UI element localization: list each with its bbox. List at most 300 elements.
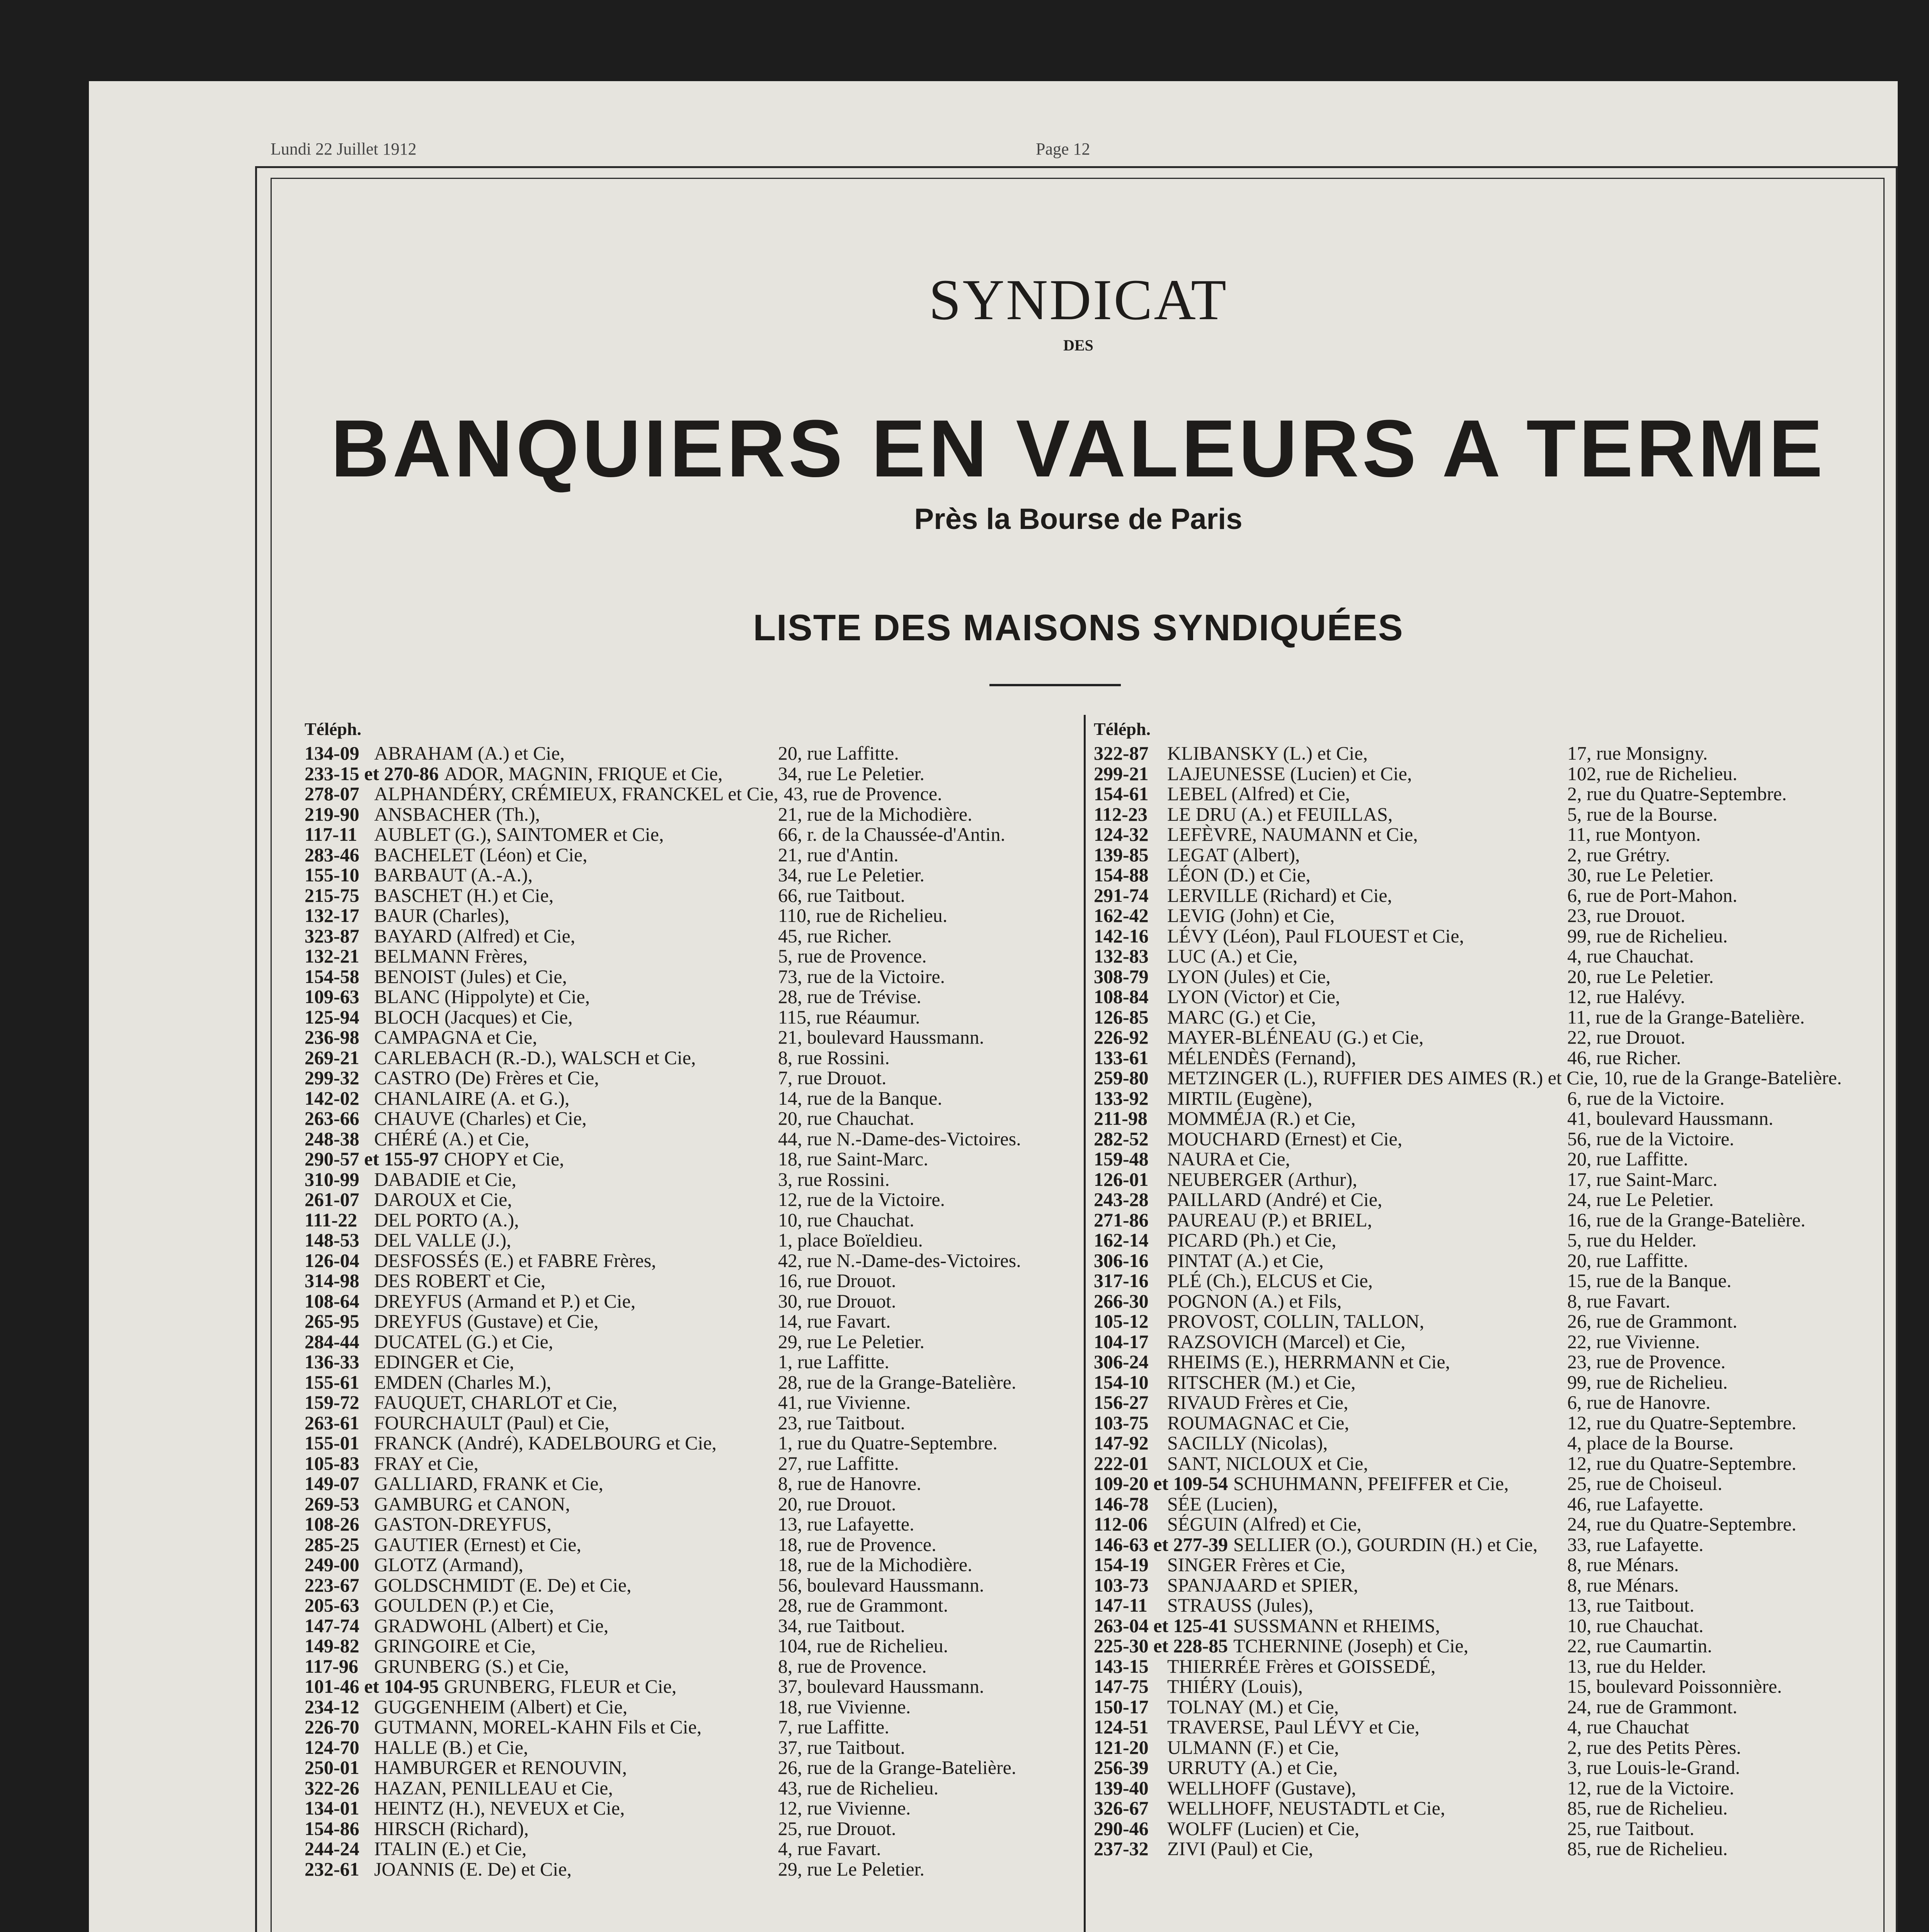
firm-address: 20, rue Chauchat. <box>778 1107 914 1129</box>
phone-number: 310-99 <box>305 1168 359 1190</box>
firm-name: LÉVY (Léon), Paul FLOUEST et Cie, <box>1167 925 1464 947</box>
list-item <box>1094 742 1875 762</box>
firm-address: 46, rue Lafayette. <box>1567 1493 1704 1515</box>
phone-number: 147-92 <box>1094 1432 1149 1454</box>
firm-name: BELMANN Frères, <box>374 945 528 967</box>
firm-name: TOLNAY (M.) et Cie, <box>1167 1696 1339 1718</box>
list-item <box>305 844 1078 864</box>
list-item <box>1094 1046 1875 1067</box>
phone-number: 269-21 <box>305 1046 359 1068</box>
list-item <box>1094 965 1875 986</box>
phone-number: 154-61 <box>1094 783 1149 804</box>
list-item <box>305 884 1078 905</box>
phone-number: 290-57 et 155-97 <box>305 1148 439 1170</box>
list-item <box>305 1574 1078 1594</box>
firm-address: 17, rue Saint-Marc. <box>1567 1168 1718 1190</box>
firm-name: DREYFUS (Armand et P.) et Cie, <box>374 1290 636 1312</box>
list-item <box>1094 1350 1875 1371</box>
list-item <box>305 1168 1078 1189</box>
firm-name: PINTAT (A.) et Cie, <box>1167 1249 1324 1271</box>
phone-number: 156-27 <box>1094 1391 1149 1413</box>
firm-name: GRADWOHL (Albert) et Cie, <box>374 1614 609 1636</box>
list-item <box>1094 1493 1875 1513</box>
list-item <box>305 904 1078 925</box>
firm-address: 18, rue de Provence. <box>778 1533 936 1555</box>
firm-address: 8, rue de Hanovre. <box>778 1473 921 1494</box>
firm-name: DAROUX et Cie, <box>374 1189 512 1210</box>
phone-number: 211-98 <box>1094 1107 1148 1129</box>
firm-address: 41, boulevard Haussmann. <box>1567 1107 1774 1129</box>
firm-address: 14, rue de la Banque. <box>778 1087 942 1109</box>
list-item <box>1094 945 1875 965</box>
phone-number: 111-22 <box>305 1209 358 1231</box>
phone-number: 326-67 <box>1094 1797 1149 1819</box>
firm-address: 3, rue Rossini. <box>778 1168 890 1190</box>
firm-address: 11, rue de la Grange-Batelière. <box>1567 1006 1805 1028</box>
firm-name: HAMBURGER et RENOUVIN, <box>374 1757 627 1778</box>
list-heading: LISTE DES MAISONS SYNDIQUÉES <box>753 607 1404 648</box>
phone-number: 249-00 <box>305 1554 359 1575</box>
firm-name: THIERRÉE Frères et GOISSEDÉ, <box>1167 1655 1436 1677</box>
firm-address: 26, rue de la Grange-Batelière. <box>778 1757 1016 1778</box>
phone-number: 271-86 <box>1094 1209 1149 1231</box>
phone-number: 108-26 <box>305 1513 359 1535</box>
phone-number: 132-17 <box>305 905 359 926</box>
firm-address: 22, rue Vivienne. <box>1567 1330 1700 1352</box>
phone-number: 108-84 <box>1094 986 1149 1007</box>
firm-address: 43, rue de Richelieu. <box>778 1777 939 1799</box>
firm-name: LERVILLE (Richard) et Cie, <box>1167 884 1392 906</box>
firm-address: 28, rue de la Grange-Batelière. <box>778 1371 1016 1393</box>
firm-address: 2, rue des Petits Pères. <box>1567 1736 1741 1758</box>
firm-name: TRAVERSE, Paul LÉVY et Cie, <box>1167 1716 1420 1738</box>
list-item <box>1094 1614 1875 1635</box>
firm-address: 18, rue Saint-Marc. <box>778 1148 928 1170</box>
list-item <box>1094 1107 1875 1128</box>
firm-address: 5, rue du Helder. <box>1567 1229 1697 1251</box>
phone-number: 162-42 <box>1094 905 1149 926</box>
list-item <box>305 1493 1078 1513</box>
list-item <box>1094 1310 1875 1330</box>
firm-address: 34, rue Le Peletier. <box>778 762 925 784</box>
firm-address: 23, rue Drouot. <box>1567 905 1686 926</box>
firm-name: WOLFF (Lucien) et Cie, <box>1167 1817 1360 1839</box>
list-item <box>1094 762 1875 783</box>
subtitle-bourse: Près la Bourse de Paris <box>914 503 1243 536</box>
phone-number: 256-39 <box>1094 1757 1149 1778</box>
firm-address: 8, rue Ménars. <box>1567 1554 1679 1575</box>
list-item <box>305 925 1078 945</box>
list-item <box>1094 1736 1875 1757</box>
phone-number: 243-28 <box>1094 1189 1149 1210</box>
firm-address: 13, rue Lafayette. <box>778 1513 914 1535</box>
firm-name: DESFOSSÉS (E.) et FABRE Frères, <box>374 1249 656 1271</box>
firm-address: 25, rue Drouot. <box>778 1817 896 1839</box>
title-syndicat: SYNDICAT <box>929 268 1228 332</box>
list-item <box>1094 1290 1875 1310</box>
list-item <box>1094 1533 1875 1554</box>
firm-address: 7, rue Laffitte. <box>778 1716 889 1738</box>
firm-name: BASCHET (H.) et Cie, <box>374 884 554 906</box>
firm-name: RITSCHER (M.) et Cie, <box>1167 1371 1356 1393</box>
phone-number: 133-61 <box>1094 1046 1149 1068</box>
phone-number: 117-11 <box>305 823 358 845</box>
firm-address: 3, rue Louis-le-Grand. <box>1567 1757 1740 1778</box>
list-item <box>305 1837 1078 1858</box>
firm-name: CHANLAIRE (A. et G.), <box>374 1087 570 1109</box>
firm-name: FRANCK (André), KADELBOURG et Cie, <box>374 1432 717 1454</box>
firm-address: 1, rue Laffitte. <box>778 1351 889 1372</box>
list-item <box>305 1614 1078 1635</box>
firm-address: 42, rue N.-Dame-des-Victoires. <box>778 1249 1021 1271</box>
firm-name: CHOPY et Cie, <box>444 1148 564 1170</box>
list-item <box>1094 823 1875 844</box>
list-item <box>1094 1188 1875 1209</box>
firm-address: 56, rue de la Victoire. <box>1567 1128 1735 1150</box>
phone-number: 139-85 <box>1094 844 1149 866</box>
firm-address: 14, rue Favart. <box>778 1310 891 1332</box>
list-item <box>305 1371 1078 1391</box>
firm-name: DES ROBERT et Cie, <box>374 1270 546 1291</box>
list-item <box>1094 925 1875 945</box>
firm-name: FRAY et Cie, <box>374 1452 478 1474</box>
firm-address: 21, rue de la Michodière. <box>778 803 972 825</box>
list-item <box>305 1087 1078 1107</box>
firm-name: BARBAUT (A.-A.), <box>374 864 533 886</box>
phone-number: 285-25 <box>305 1533 359 1555</box>
phone-number: 139-40 <box>1094 1777 1149 1799</box>
firm-address: 33, rue Lafayette. <box>1567 1533 1704 1555</box>
phone-number: 105-83 <box>305 1452 359 1474</box>
firm-name: GASTON-DREYFUS, <box>374 1513 552 1535</box>
firm-name: THIÉRY (Louis), <box>1167 1675 1303 1697</box>
list-item <box>1094 904 1875 925</box>
list-item <box>1094 1513 1875 1533</box>
phone-number: 263-61 <box>305 1412 359 1434</box>
firm-address: 18, rue Vivienne. <box>778 1696 911 1718</box>
firm-address: 26, rue de Grammont. <box>1567 1310 1738 1332</box>
list-item <box>305 1655 1078 1675</box>
firm-name: ABRAHAM (A.) et Cie, <box>374 742 565 764</box>
left-column-header: Téléph. <box>305 719 361 739</box>
phone-number: 226-92 <box>1094 1026 1149 1048</box>
phone-number: 146-63 et 277-39 <box>1094 1533 1228 1555</box>
phone-number: 103-75 <box>1094 1412 1149 1434</box>
list-item <box>1094 803 1875 823</box>
firm-name: DEL PORTO (A.), <box>374 1209 519 1231</box>
list-item <box>305 782 1078 803</box>
firm-address: 115, rue Réaumur. <box>778 1006 920 1028</box>
list-item <box>305 1472 1078 1493</box>
firm-name: MAYER-BLÉNEAU (G.) et Cie, <box>1167 1026 1424 1048</box>
firm-name: HIRSCH (Richard), <box>374 1817 529 1839</box>
list-item <box>1094 884 1875 905</box>
phone-number: 322-26 <box>305 1777 359 1799</box>
firm-name: RIVAUD Frères et Cie, <box>1167 1391 1348 1413</box>
right-column-header: Téléph. <box>1094 719 1151 739</box>
firm-address: 1, place Boïeldieu. <box>778 1229 923 1251</box>
phone-number: 109-63 <box>305 986 359 1007</box>
firm-address: 6, rue de Port-Mahon. <box>1567 884 1738 906</box>
firm-address: 8, rue Favart. <box>1567 1290 1670 1312</box>
phone-number: 269-53 <box>305 1493 359 1515</box>
list-item <box>1094 1432 1875 1452</box>
list-item <box>1094 1006 1875 1026</box>
firm-address: 56, boulevard Haussmann. <box>778 1574 984 1596</box>
firm-name: WELLHOFF, NEUSTADTL et Cie, <box>1167 1797 1445 1819</box>
firm-name: LUC (A.) et Cie, <box>1167 945 1298 967</box>
phone-number: 278-07 <box>305 783 359 804</box>
firm-address: 46, rue Richer. <box>1567 1046 1681 1068</box>
list-item <box>305 1736 1078 1757</box>
phone-number: 159-48 <box>1094 1148 1149 1170</box>
list-item <box>1094 1330 1875 1351</box>
firm-name: SÉGUIN (Alfred) et Cie, <box>1167 1513 1362 1535</box>
list-item <box>305 1533 1078 1554</box>
firm-address: 28, rue de Trévise. <box>778 986 921 1007</box>
firm-name: BACHELET (Léon) et Cie, <box>374 844 587 866</box>
phone-number: 291-74 <box>1094 884 1149 906</box>
list-item <box>1094 1168 1875 1189</box>
firm-name: SÉE (Lucien), <box>1167 1493 1278 1515</box>
firm-name: BENOIST (Jules) et Cie, <box>374 965 567 987</box>
firm-name: ULMANN (F.) et Cie, <box>1167 1736 1339 1758</box>
phone-number: 236-98 <box>305 1026 359 1048</box>
phone-number: 219-90 <box>305 803 359 825</box>
list-item <box>1094 1553 1875 1574</box>
firm-name: LÉON (D.) et Cie, <box>1167 864 1311 886</box>
list-item <box>305 1756 1078 1777</box>
list-item <box>1094 1269 1875 1290</box>
list-item <box>305 1310 1078 1330</box>
phone-number: 284-44 <box>305 1330 359 1352</box>
list-item <box>1094 1128 1875 1148</box>
phone-number: 125-94 <box>305 1006 359 1028</box>
list-item <box>1094 1797 1875 1817</box>
firm-name: SPANJAARD et SPIER, <box>1167 1574 1359 1596</box>
right-member-list <box>1094 742 1875 1858</box>
firm-name: GOULDEN (P.) et Cie, <box>374 1594 554 1616</box>
firm-address: 10, rue Chauchat. <box>1567 1614 1704 1636</box>
phone-number: 314-98 <box>305 1270 359 1291</box>
list-item <box>1094 1249 1875 1270</box>
firm-name: KLIBANSKY (L.) et Cie, <box>1167 742 1368 764</box>
firm-address: 5, rue de la Bourse. <box>1567 803 1718 825</box>
list-item <box>305 1858 1078 1878</box>
firm-name: ANSBACHER (Th.), <box>374 803 540 825</box>
page-number: Page 12 <box>1036 139 1090 158</box>
list-item <box>305 1330 1078 1351</box>
phone-number: 112-23 <box>1094 803 1148 825</box>
phone-number: 132-21 <box>305 945 359 967</box>
list-item <box>305 1209 1078 1229</box>
firm-name: GUTMANN, MOREL-KAHN Fils et Cie, <box>374 1716 702 1738</box>
issue-date: Lundi 22 Juillet 1912 <box>271 139 417 158</box>
firm-name: SUSSMANN et RHEIMS, <box>1233 1614 1440 1636</box>
firm-name: GAUTIER (Ernest) et Cie, <box>374 1533 581 1555</box>
firm-address: 6, rue de la Victoire. <box>1567 1087 1725 1109</box>
firm-address: 37, rue Taitbout. <box>778 1736 905 1758</box>
list-item <box>305 1716 1078 1736</box>
phone-number: 155-10 <box>305 864 359 886</box>
phone-number: 132-83 <box>1094 945 1149 967</box>
firm-name: BAUR (Charles), <box>374 905 509 926</box>
list-item <box>305 742 1078 762</box>
firm-address: 85, rue de Richelieu. <box>1567 1838 1728 1859</box>
phone-number: 136-33 <box>305 1351 359 1372</box>
list-item <box>305 1452 1078 1473</box>
phone-number: 134-01 <box>305 1797 359 1819</box>
firm-name: LAJEUNESSE (Lucien) et Cie, <box>1167 762 1412 784</box>
phone-number: 147-74 <box>305 1614 359 1636</box>
firm-address: 104, rue de Richelieu. <box>778 1635 948 1656</box>
firm-name: CAMPAGNA et Cie, <box>374 1026 537 1048</box>
phone-number: 265-95 <box>305 1310 359 1332</box>
firm-address: 23, rue de Provence. <box>1567 1351 1726 1372</box>
firm-name: METZINGER (L.), RUFFIER DES AIMES (R.) et Cie, <box>1167 1067 1599 1088</box>
firm-address: 25, rue de Choiseul. <box>1567 1473 1723 1494</box>
firm-address: 99, rue de Richelieu. <box>1567 1371 1728 1393</box>
phone-number: 150-17 <box>1094 1696 1149 1718</box>
list-item <box>305 1675 1078 1696</box>
firm-address: 24, rue Le Peletier. <box>1567 1189 1714 1210</box>
firm-address: 20, rue Laffitte. <box>778 742 899 764</box>
list-item <box>305 803 1078 823</box>
firm-name: GRUNBERG, FLEUR et Cie, <box>444 1675 677 1697</box>
phone-number: 205-63 <box>305 1594 359 1616</box>
firm-name: LEBEL (Alfred) et Cie, <box>1167 783 1350 804</box>
phone-number: 149-82 <box>305 1635 359 1656</box>
firm-name: LEFÈVRE, NAUMANN et Cie, <box>1167 823 1418 845</box>
list-item <box>1094 1066 1875 1087</box>
firm-address: 66, rue Taitbout. <box>778 884 905 906</box>
firm-address: 43, rue de Provence. <box>784 783 942 804</box>
firm-name: GOLDSCHMIDT (E. De) et Cie, <box>374 1574 632 1596</box>
list-item <box>1094 1371 1875 1391</box>
list-item <box>305 1634 1078 1655</box>
phone-number: 103-73 <box>1094 1574 1149 1596</box>
list-item <box>305 965 1078 986</box>
heading-rule <box>989 684 1121 686</box>
phone-number: 126-85 <box>1094 1006 1149 1028</box>
firm-address: 15, rue de la Banque. <box>1567 1270 1732 1291</box>
firm-address: 110, rue de Richelieu. <box>778 905 948 926</box>
firm-name: POGNON (A.) et Fils, <box>1167 1290 1342 1312</box>
firm-name: GLOTZ (Armand), <box>374 1554 523 1575</box>
phone-number: 290-46 <box>1094 1817 1149 1839</box>
firm-name: LYON (Jules) et Cie, <box>1167 965 1331 987</box>
list-item <box>305 1229 1078 1249</box>
firm-address: 30, rue Le Peletier. <box>1567 864 1714 886</box>
firm-name: MOMMÉJA (R.) et Cie, <box>1167 1107 1356 1129</box>
phone-number: 143-15 <box>1094 1655 1149 1677</box>
firm-address: 4, rue Chauchat. <box>1567 945 1694 967</box>
phone-number: 146-78 <box>1094 1493 1149 1515</box>
firm-name: SELLIER (O.), GOURDIN (H.) et Cie, <box>1233 1533 1538 1555</box>
list-item <box>305 823 1078 844</box>
phone-number: 322-87 <box>1094 742 1149 764</box>
list-item <box>305 1148 1078 1168</box>
firm-address: 85, rue de Richelieu. <box>1567 1797 1728 1819</box>
phone-number: 222-01 <box>1094 1452 1149 1474</box>
firm-address: 4, rue Chauchat <box>1567 1716 1689 1738</box>
firm-name: WELLHOFF (Gustave), <box>1167 1777 1356 1799</box>
firm-name: HAZAN, PENILLEAU et Cie, <box>374 1777 613 1799</box>
phone-number: 104-17 <box>1094 1330 1149 1352</box>
phone-number: 261-07 <box>305 1189 359 1210</box>
firm-name: PAUREAU (P.) et BRIEL, <box>1167 1209 1372 1231</box>
firm-address: 22, rue Caumartin. <box>1567 1635 1712 1656</box>
firm-address: 10, rue Chauchat. <box>778 1209 914 1231</box>
list-item <box>1094 1634 1875 1655</box>
firm-name: LEVIG (John) et Cie, <box>1167 905 1335 926</box>
phone-number: 124-32 <box>1094 823 1149 845</box>
firm-address: 6, rue de Hanovre. <box>1567 1391 1711 1413</box>
phone-number: 155-61 <box>305 1371 359 1393</box>
phone-number: 134-09 <box>305 742 359 764</box>
firm-address: 41, rue Vivienne. <box>778 1391 911 1413</box>
firm-name: PAILLARD (André) et Cie, <box>1167 1189 1382 1210</box>
firm-name: CHÉRÉ (A.) et Cie, <box>374 1128 529 1150</box>
firm-name: HEINTZ (H.), NEVEUX et Cie, <box>374 1797 625 1819</box>
firm-address: 21, boulevard Haussmann. <box>778 1026 984 1048</box>
firm-name: PICARD (Ph.) et Cie, <box>1167 1229 1337 1251</box>
list-item <box>305 1188 1078 1209</box>
firm-address: 1, rue du Quatre-Septembre. <box>778 1432 998 1454</box>
firm-address: 13, rue du Helder. <box>1567 1655 1706 1677</box>
phone-number: 126-04 <box>305 1249 359 1271</box>
firm-address: 12, rue Vivienne. <box>778 1797 911 1819</box>
list-item <box>305 1513 1078 1533</box>
firm-name: CARLEBACH (R.-D.), WALSCH et Cie, <box>374 1046 696 1068</box>
firm-name: GRINGOIRE et Cie, <box>374 1635 536 1656</box>
list-item <box>305 1066 1078 1087</box>
firm-address: 17, rue Monsigny. <box>1567 742 1708 764</box>
firm-address: 22, rue Drouot. <box>1567 1026 1686 1048</box>
firm-address: 30, rue Drouot. <box>778 1290 896 1312</box>
firm-address: 12, rue Halévy. <box>1567 986 1685 1007</box>
list-item <box>1094 1817 1875 1838</box>
list-item <box>1094 864 1875 884</box>
firm-name: FAUQUET, CHARLOT et Cie, <box>374 1391 618 1413</box>
list-item <box>305 1391 1078 1412</box>
list-item <box>1094 782 1875 803</box>
phone-number: 101-46 et 104-95 <box>305 1675 439 1697</box>
list-item <box>1094 1412 1875 1432</box>
firm-address: 11, rue Montyon. <box>1567 823 1701 845</box>
column-divider <box>1084 715 1086 1932</box>
firm-name: AUBLET (G.), SAINTOMER et Cie, <box>374 823 664 845</box>
list-item <box>305 1128 1078 1148</box>
phone-number: 299-21 <box>1094 762 1149 784</box>
list-item <box>1094 1229 1875 1249</box>
firm-name: ADOR, MAGNIN, FRIQUE et Cie, <box>444 762 723 784</box>
phone-number: 250-01 <box>305 1757 359 1778</box>
phone-number: 154-86 <box>305 1817 359 1839</box>
phone-number: 283-46 <box>305 844 359 866</box>
firm-name: DABADIE et Cie, <box>374 1168 516 1190</box>
list-item <box>1094 1026 1875 1046</box>
list-item <box>1094 1391 1875 1412</box>
firm-address: 20, rue Laffitte. <box>1567 1148 1688 1170</box>
list-item <box>305 1797 1078 1817</box>
list-item <box>305 864 1078 884</box>
phone-number: 162-14 <box>1094 1229 1149 1251</box>
firm-name: EDINGER et Cie, <box>374 1351 514 1372</box>
phone-number: 109-20 et 109-54 <box>1094 1473 1228 1494</box>
phone-number: 108-64 <box>305 1290 359 1312</box>
firm-address: 10, rue de la Grange-Batelière. <box>1604 1067 1842 1088</box>
